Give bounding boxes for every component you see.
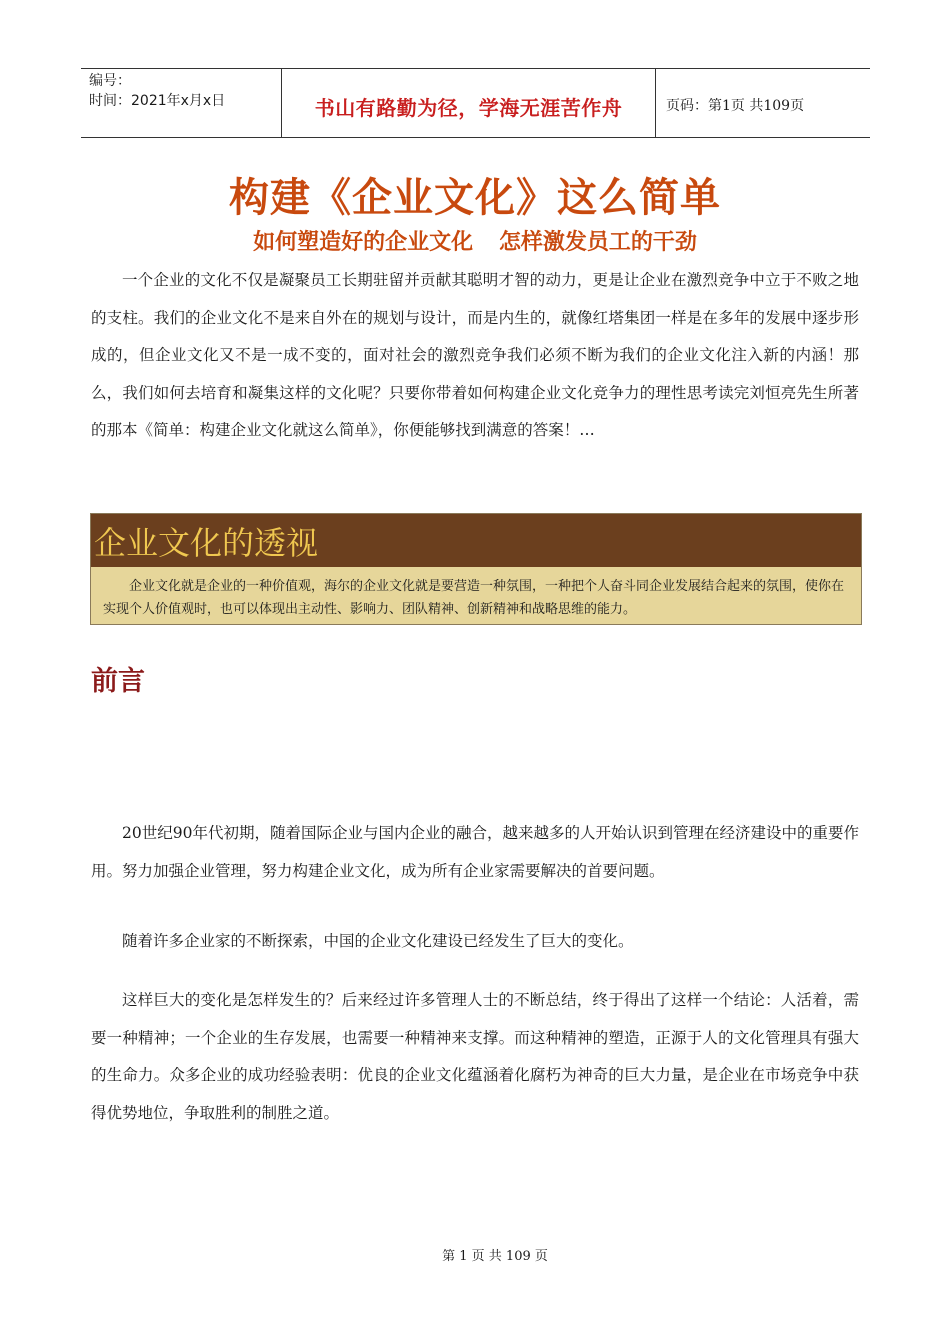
body-paragraph: 这样巨大的变化是怎样发生的？后来经过许多管理人士的不断总结，终于得出了这样一个结论：人活着，需要一种精神；一个企业的生存发展，也需要一种精神来支撑。而这种精神的塑造，正源于人的文化管理具有强大的生命力。众多企业的成功经验表明：优良的企业文化蕴涵着化腐朽为神奇的巨大力量，是企业在市场竞争中获得优势地位，争取胜利的制胜之道。: [91, 991, 859, 1122]
header-meta-cell: [81, 69, 282, 137]
document-subtitle: 如何塑造好的企业文化 怎样激发员工的干劲: [253, 229, 697, 255]
document-title: 构建《企业文化》这么简单: [229, 174, 721, 221]
page-info: 页码：第1页 共109页: [666, 98, 805, 114]
document-header-table: [81, 68, 870, 138]
perspective-heading-band: [91, 514, 861, 567]
perspective-heading: 企业文化的透视: [94, 523, 319, 562]
number-label: 编号：: [89, 73, 131, 89]
motto-text: 书山有路勤为径，学海无涯苦作舟: [314, 95, 623, 120]
time-label: 时间：2021年x月x日: [89, 93, 226, 109]
intro-paragraph: 一个企业的文化不仅是凝聚员工长期驻留并贡献其聪明才智的动力，更是让企业在激烈竞争中立于不败之地的支柱。我们的企业文化不是来自外在的规划与设计，而是内生的，就像红塔集团一样是在多年的发展中逐步形成的，但企业文化又不是一成不变的，面对社会的激烈竞争我们必须不断为我们的企业文化注入新的内涵！那么，我们如何去培育和凝集这样的文化呢？只要你带着如何构建企业文化竞争力的理性思考读完刘恒亮先生所著的那本《简单：构建企业文化就这么简单》，你便能够找到满意的答案！…: [91, 271, 859, 439]
preface-heading: 前言: [91, 666, 145, 697]
body-paragraph: 随着许多企业家的不断探索，中国的企业文化建设已经发生了巨大的变化。: [122, 932, 634, 950]
body-paragraph: 20世纪90年代初期，随着国际企业与国内企业的融合，越来越多的人开始认识到管理在经济建设中的重要作用。努力加强企业管理，努力构建企业文化，成为所有企业家需要解决的首要问题。: [91, 824, 859, 880]
header-page-cell: [656, 69, 870, 137]
perspective-body: 企业文化就是企业的一种价值观，海尔的企业文化就是要营造一种氛围，一种把个人奋斗同企业发展结合起来的氛围，使你在实现个人价值观时，也可以体现出主动性、影响力、团队精神、创新精神和战略思维的能力。: [91, 567, 861, 624]
header-motto-cell: [282, 69, 656, 137]
perspective-box: [90, 513, 862, 625]
page-footer: 第 1 页 共 109 页: [442, 1249, 548, 1264]
